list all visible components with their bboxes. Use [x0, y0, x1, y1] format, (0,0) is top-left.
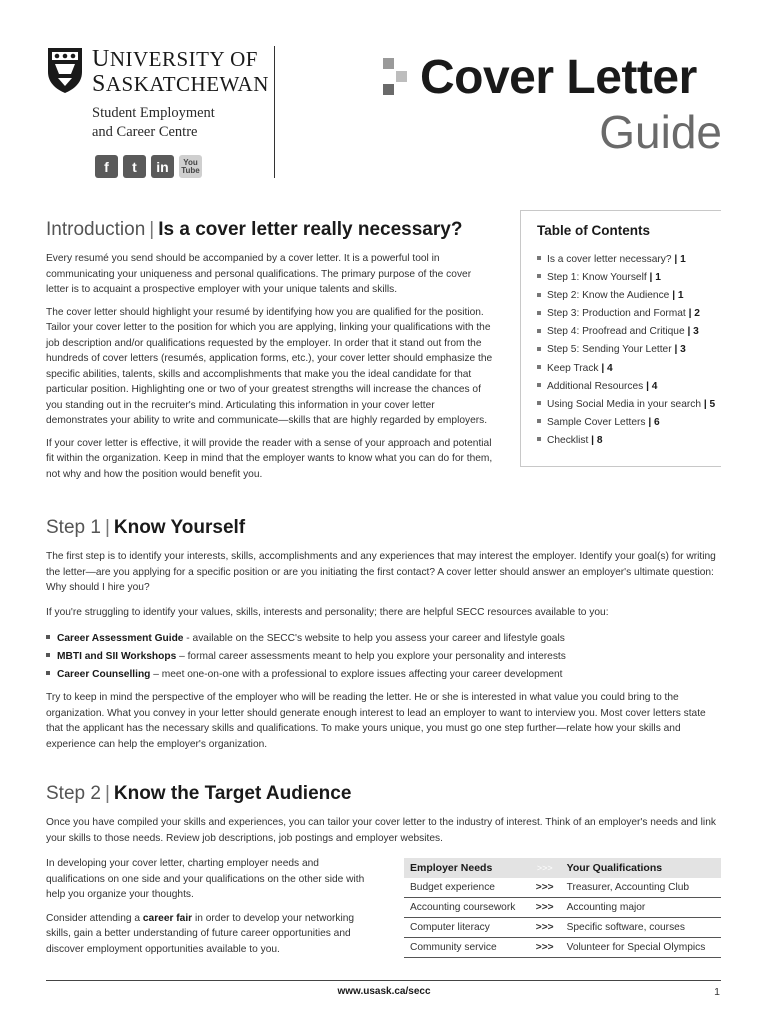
toc-item[interactable]: Step 1: Know Yourself | 1 — [537, 269, 715, 287]
step2-intro — [46, 815, 722, 846]
university-crest-logo — [46, 46, 84, 94]
page-number: 1 — [714, 986, 720, 998]
intro-paragraph-1: Every resumé you send should be accompanied by a cover letter. It is a powerful tool in communicating your uniqueness and personal qualifications. The primary purpose of the cover letter is to acquaint a prospective employer with your unique talents and skills. — [46, 253, 472, 295]
step2-heading: Step 2 | Know the Target Audience — [46, 783, 352, 804]
table-row — [404, 938, 721, 958]
table-header: Your Qualifications — [561, 858, 721, 878]
toc-item[interactable]: Using Social Media in your search | 5 — [537, 396, 715, 414]
table-cell: >>> — [529, 918, 561, 938]
step1-paragraph-2: If you're struggling to identify your values, skills, interests and personality; there are helpful SECC resources available to you: — [46, 606, 609, 618]
facebook-icon[interactable]: f — [95, 155, 118, 178]
linkedin-icon[interactable]: in — [151, 155, 174, 178]
toc-item[interactable]: Keep Track | 4 — [537, 360, 715, 378]
list-item: Career Assessment Guide - available on the SECC's website to help you assess your career and lifestyle goals — [46, 630, 726, 648]
toc-item[interactable]: Step 4: Proofread and Critique | 3 — [537, 323, 715, 341]
youtube-icon[interactable]: You Tube — [179, 155, 202, 178]
toc-item[interactable]: Sample Cover Letters | 6 — [537, 414, 715, 432]
intro-paragraph-2: The cover letter should highlight your resumé by identifying how you are qualified for the position. Tailor your cover letter to the position for which you are applying, linking your qualifications with the job description and/or qualifications requested by the employer. In order that it stand out from the hundreds of cover letters (resumés, application forms, etc.), your cover letter should emphasize the specific abilities, talents, skills and accomplishments that make you the ideal candidate for that particular position. Highlighting one or two of your greatest strengths will increase the chances of you standing out in the recruiter's mind. Articulating this information in your cover letter demonstrates your ability to write and communicate—skills that are highly regarded by employers. — [46, 306, 493, 426]
university-name-line2: ASKATCHEWAN — [105, 72, 269, 96]
toc-item[interactable]: Step 5: Sending Your Letter | 3 — [537, 341, 715, 359]
toc-item[interactable]: Checklist | 8 — [537, 432, 715, 450]
university-name-line1: NIVERSITY OF — [109, 47, 258, 71]
document-subtitle: Guide — [599, 106, 722, 158]
department-line2: and Career Centre — [92, 124, 198, 140]
step1-paragraph-3: Try to keep in mind the perspective of the employer who will be reading the letter. He or she is interested in what value you could bring to the organization. What you convey in your letter should generate enough interest to lead an employer to want to interview you. Most cover letters state that the applicant has the necessary skills and qualifications. To make yours unique, you must go one step further—relate how your skills and experience can help the employer's organization. — [46, 692, 706, 750]
header-divider — [274, 46, 275, 178]
table-cell: Treasurer, Accounting Club — [561, 878, 721, 898]
step1-heading: Step 1 | Know Yourself — [46, 517, 246, 538]
intro-paragraph-3: If your cover letter is effective, it will provide the reader with a sense of your approach and potential fit within the organization. Keep in mind that the employer wants to know what you can do for them, not why and how the position would benefit you. — [46, 437, 493, 480]
social-links — [95, 155, 202, 178]
university-name-initial-2: S — [92, 71, 106, 97]
table-cell: >>> — [529, 878, 561, 898]
toc-item[interactable]: Is a cover letter necessary? | 1 — [537, 251, 715, 269]
step2-paragraph-3: Consider attending a career fair in order to develop your networking skills, gain a better understanding of future career opportunities and discover employment opportunities available to you. — [46, 912, 355, 955]
table-cell: Specific software, courses — [561, 918, 721, 938]
toc-list — [537, 251, 715, 450]
toc-title: Table of Contents — [537, 223, 650, 238]
toc-item[interactable]: Additional Resources | 4 — [537, 378, 715, 396]
table-cell: Accounting coursework — [404, 898, 529, 918]
intro-body — [46, 251, 494, 482]
list-item: Career Counselling – meet one-on-one with a professional to explore issues affecting your career development — [46, 666, 726, 684]
step2-paragraph-2: In developing your cover letter, charting employer needs and qualifications on one side and your qualifications on the other side with help you organize your thoughts. — [46, 858, 365, 900]
table-row — [404, 878, 721, 898]
table-cell: Budget experience — [404, 878, 529, 898]
needs-qualifications-table — [404, 858, 721, 958]
title-squares-icon — [383, 58, 407, 96]
step2-paragraph-1: Once you have compiled your skills and experiences, you can tailor your cover letter to the industry of interest. Think of an employer's needs and link your skills to those needs. Review job descriptions, job postings and employer websites. — [46, 817, 716, 844]
table-cell: Accounting major — [561, 898, 721, 918]
table-cell: Community service — [404, 938, 529, 958]
table-header: Employer Needs — [404, 858, 529, 878]
department-line1: Student Employment — [92, 105, 215, 121]
toc-item[interactable]: Step 3: Production and Format | 2 — [537, 305, 715, 323]
university-name — [92, 47, 269, 96]
table-cell: Computer literacy — [404, 918, 529, 938]
table-row — [404, 918, 721, 938]
table-of-contents — [520, 210, 721, 467]
university-name-initial: U — [92, 46, 110, 72]
step1-intro — [46, 549, 722, 620]
step1-outro — [46, 690, 722, 752]
list-item: MBTI and SII Workshops – formal career assessments meant to help you explore your personality and interests — [46, 648, 726, 666]
table-header: >>> — [529, 858, 561, 878]
toc-item[interactable]: Step 2: Know the Audience | 1 — [537, 287, 715, 305]
table-cell: Volunteer for Special Olympics — [561, 938, 721, 958]
twitter-icon[interactable]: t — [123, 155, 146, 178]
step1-resources-list — [46, 630, 726, 684]
table-cell: >>> — [529, 898, 561, 918]
intro-heading: Introduction | Is a cover letter really necessary? — [46, 219, 463, 240]
table-header-row — [404, 858, 721, 878]
step2-body — [46, 856, 376, 957]
footer-url-link[interactable]: www.usask.ca/secc — [337, 986, 431, 997]
document-title: Cover Letter — [420, 51, 697, 104]
department-name — [92, 104, 215, 142]
table-cell: >>> — [529, 938, 561, 958]
footer-divider — [46, 980, 721, 981]
step1-paragraph-1: The first step is to identify your interests, skills, accomplishments and any experiences that may interest the employer. Identify your goal(s) for writing the letter—are you applying for a specific position or are you initiating the first contact? A cover letter should answer an employer's ultimate question: Why should I hire you? — [46, 551, 716, 593]
table-row — [404, 898, 721, 918]
